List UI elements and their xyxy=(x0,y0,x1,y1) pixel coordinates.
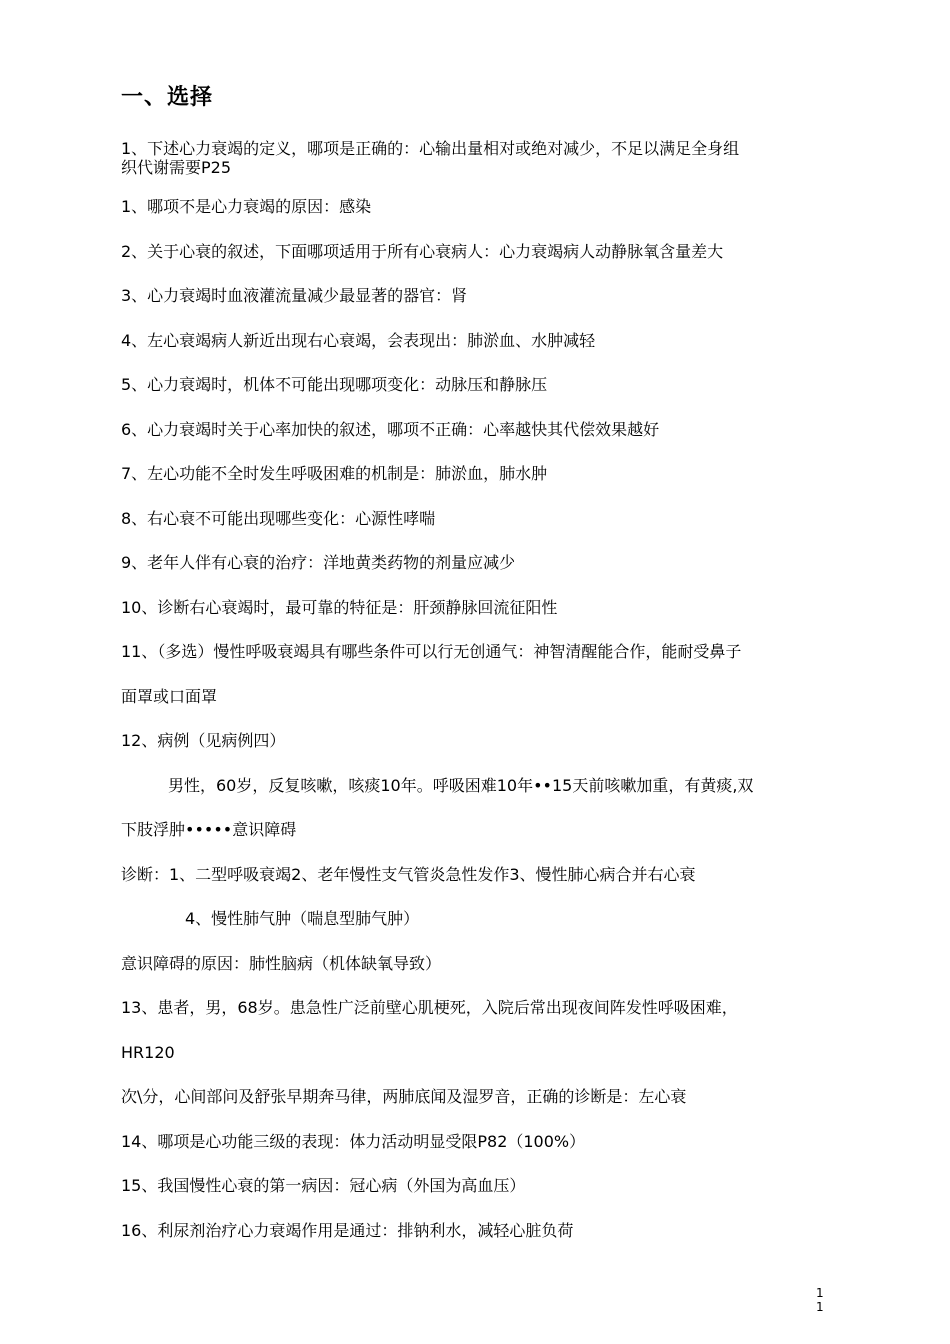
section-heading: 一、选择 xyxy=(121,85,214,110)
question-4: 4、左心衰竭病人新近出现右心衰竭，会表现出：肺淤血、水肿减轻 xyxy=(121,331,596,350)
question-10: 10、诊断右心衰竭时，最可靠的特征是：肝颈静脉回流征阳性 xyxy=(121,598,558,617)
question-13-line3: 次\分，心间部问及舒张早期奔马律，两肺底闻及湿罗音，正确的诊断是：左心衰 xyxy=(121,1087,687,1106)
question-8: 8、右心衰不可能出现哪些变化：心源性哮喘 xyxy=(121,509,436,528)
question-1-definition-line2: 织代谢需要P25 xyxy=(121,158,232,177)
question-1-definition-line1: 1、下述心力衰竭的定义，哪项是正确的：心输出量相对或绝对减少，不足以满足全身组 xyxy=(121,139,740,158)
case-diagnosis: 诊断：1、二型呼吸衰竭2、老年慢性支气管炎急性发作3、慢性肺心病合并右心衰 xyxy=(121,865,696,884)
case-description-line2: 下肢浮肿•••••意识障碍 xyxy=(121,820,297,839)
question-16: 16、利尿剂治疗心力衰竭作用是通过：排钠利水，减轻心脏负荷 xyxy=(121,1221,574,1240)
case-description-line1: 男性，60岁，反复咳嗽，咳痰10年。呼吸困难10年••15天前咳嗽加重，有黄痰,双 xyxy=(168,776,754,795)
page-number-bottom: 1 xyxy=(816,1300,824,1314)
question-1-cause: 1、哪项不是心力衰竭的原因：感染 xyxy=(121,197,372,216)
question-14: 14、哪项是心功能三级的表现：体力活动明显受限P82（100%） xyxy=(121,1132,586,1151)
question-9: 9、老年人伴有心衰的治疗：洋地黄类药物的剂量应减少 xyxy=(121,553,516,572)
question-12: 12、病例（见病例四） xyxy=(121,731,286,750)
consciousness-cause: 意识障碍的原因：肺性脑病（机体缺氧导致） xyxy=(121,954,442,973)
question-6: 6、心力衰竭时关于心率加快的叙述，哪项不正确：心率越快其代偿效果越好 xyxy=(121,420,660,439)
question-5: 5、心力衰竭时，机体不可能出现哪项变化：动脉压和静脉压 xyxy=(121,375,548,394)
question-11-line2: 面罩或口面罩 xyxy=(121,687,218,706)
question-3: 3、心力衰竭时血液灌流量减少最显著的器官：肾 xyxy=(121,286,468,305)
question-15: 15、我国慢性心衰的第一病因：冠心病（外国为高血压） xyxy=(121,1176,526,1195)
question-11-line1: 11、（多选）慢性呼吸衰竭具有哪些条件可以行无创通气：神智清醒能合作，能耐受鼻子 xyxy=(121,642,742,661)
question-7: 7、左心功能不全时发生呼吸困难的机制是：肺淤血，肺水肿 xyxy=(121,464,548,483)
case-diagnosis-4: 4、慢性肺气肿（喘息型肺气肿） xyxy=(185,909,420,928)
question-2: 2、关于心衰的叙述，下面哪项适用于所有心衰病人：心力衰竭病人动静脉氧含量差大 xyxy=(121,242,724,261)
question-13-line2: HR120 xyxy=(121,1043,175,1062)
page-number-top: 1 xyxy=(816,1286,824,1300)
question-13-line1: 13、患者，男，68岁。患急性广泛前壁心肌梗死，入院后常出现夜间阵发性呼吸困难， xyxy=(121,998,738,1017)
